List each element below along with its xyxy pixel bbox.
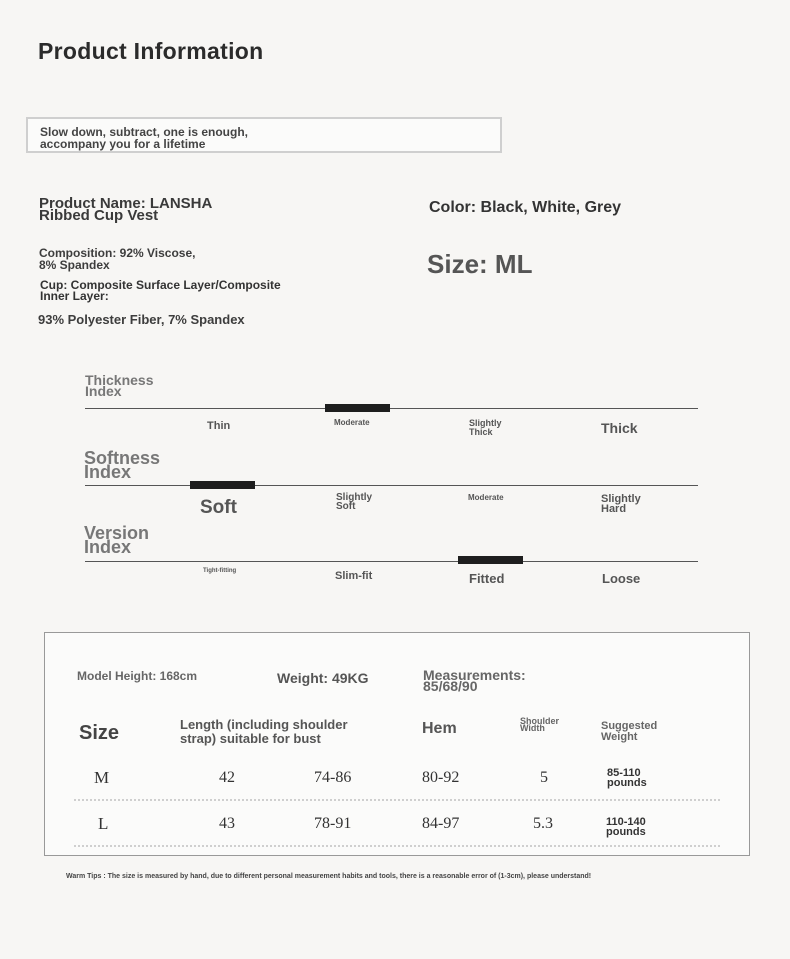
row-l-bust: 78-91 — [314, 815, 352, 832]
row-l-weight: 110-140 pounds — [606, 816, 646, 838]
header-suggested-weight: Suggested Weight — [601, 720, 658, 743]
row-l-size: L — [98, 814, 109, 833]
row-m-weight: 85-110 pounds — [607, 767, 647, 789]
softness-index-marker — [190, 481, 255, 489]
version-label-tight-fitting: Tight-fitting — [203, 568, 237, 574]
row-m-size: M — [94, 768, 110, 787]
softness-label-moderate: Moderate — [468, 493, 504, 502]
header-hem: Hem — [422, 720, 457, 737]
slogan-text: Slow down, subtract, one is enough, accompany you for a lifetime — [40, 125, 249, 151]
inner-layer-fiber: 93% Polyester Fiber, 7% Spandex — [38, 312, 245, 327]
version-label-slim-fit: Slim-fit — [335, 570, 373, 582]
softness-label-soft: Soft — [200, 497, 237, 518]
row-l-length: 43 — [219, 815, 235, 832]
row-l-hem: 84-97 — [422, 815, 460, 832]
version-index-scale — [85, 561, 698, 562]
header-size: Size — [79, 722, 120, 744]
page-title: Product Information — [38, 38, 264, 64]
version-index-title: Version Index — [84, 523, 150, 557]
row-m-bust: 74-86 — [314, 769, 352, 786]
row-m-hem: 80-92 — [422, 769, 460, 786]
softness-index-title: Softness Index — [84, 448, 161, 482]
model-height: Model Height: 168cm — [77, 669, 198, 683]
version-label-loose: Loose — [602, 571, 641, 586]
thickness-label-moderate: Moderate — [334, 418, 370, 427]
cup-composition: Cup: Composite Surface Layer/Composite Inner Layer: — [40, 278, 281, 303]
composition: Composition: 92% Viscose, 8% Spandex — [39, 246, 196, 272]
row-divider — [74, 845, 720, 847]
product-sizes: Size: ML — [427, 249, 533, 279]
version-label-fitted: Fitted — [469, 571, 505, 586]
softness-label-slightly-soft: Slightly Soft — [336, 492, 373, 512]
product-name: Product Name: LANSHA Ribbed Cup Vest — [39, 195, 213, 224]
header-shoulder-width: Shoulder Width — [520, 716, 560, 733]
warm-tips-note: Warm Tips : The size is measured by hand, due to different personal measurement habits and tools, there is a reasonable error of (1-3cm), please understand! — [66, 873, 592, 880]
model-weight: Weight: 49KG — [277, 670, 369, 686]
model-measurements: Measurements: 85/68/90 — [423, 667, 526, 694]
softness-index-scale — [85, 485, 698, 486]
row-divider — [74, 799, 720, 801]
row-l-shoulder: 5.3 — [533, 815, 553, 832]
thickness-index-scale — [85, 408, 698, 409]
thickness-label-thin: Thin — [207, 420, 231, 432]
thickness-label-slightly-thick: Slightly Thick — [469, 418, 502, 437]
version-index-marker — [458, 556, 523, 564]
softness-label-slightly-hard: Slightly Hard — [601, 493, 641, 515]
product-colors: Color: Black, White, Grey — [429, 199, 622, 216]
thickness-index-marker — [325, 404, 390, 412]
row-m-length: 42 — [219, 769, 235, 786]
thickness-label-thick: Thick — [601, 420, 638, 436]
header-length-bust: Length (including shoulder strap) suitable for bust — [180, 717, 348, 746]
thickness-index-title: Thickness Index — [85, 372, 154, 399]
row-m-shoulder: 5 — [540, 769, 548, 786]
